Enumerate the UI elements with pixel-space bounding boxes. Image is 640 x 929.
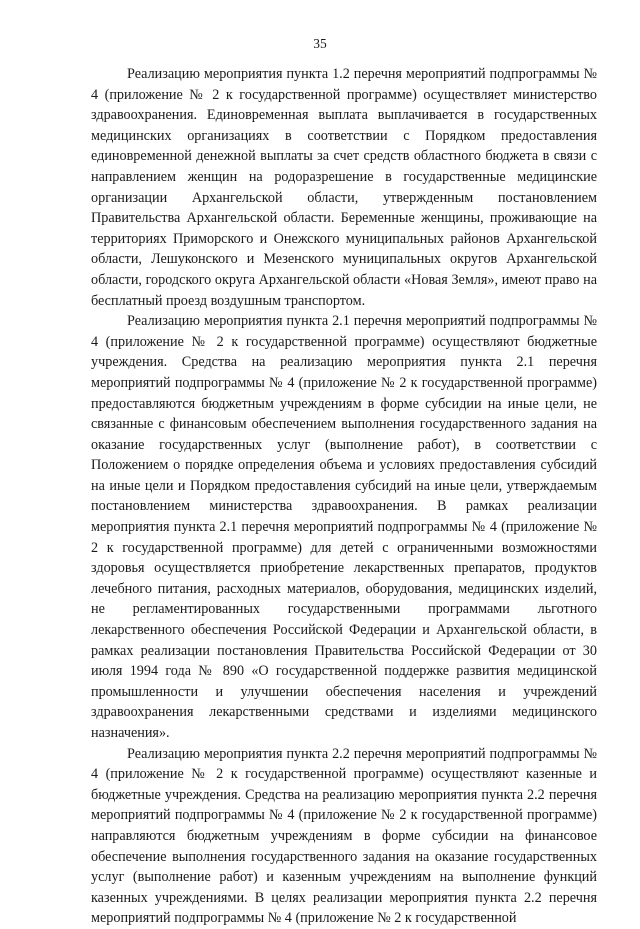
paragraph-measure-1-2: Реализацию мероприятия пункта 1.2 перечня мероприятий подпрограммы № 4 (приложение № 2 к государственной программе) осуществляет министерство здравоохранения. Единовременная выплата выплачивается в государственных медицинских организациях в соответствии с Порядком предоставления единовременной денежной выплаты за счет средств областного бюджета в связи с направлением женщин на родоразрешение в государственные медицинские организации Архангельской области, утвержденным постановлением Правительства Архангельской области. Беременные женщины, проживающие на территориях Приморского и Онежского муниципальных районов Архангельской области, Лешуконского и Мезенского муниципальных округов Архангельской области, городского округа Архангельской области «Новая Земля», имеют право на бесплатный проезд воздушным транспортом. <box>91 66 597 309</box>
paragraph-measure-2-2: Реализацию мероприятия пункта 2.2 перечня мероприятий подпрограммы № 4 (приложение № 2 к государственной программе) осуществляют казенные и бюджетные учреждения. Средства на реализацию мероприятия пункта 2.2 перечня мероприятий подпрограммы № 4 (приложение № 2 к государственной программе) направляются бюджетным учреждениям в форме субсидии на финансовое обеспечение выполнения государственного задания на оказание государственных услуг (выполнение работ) и казенным учреждениям на выполнение функций казенных учреждениями. В целях реализации мероприятия пункта 2.2 перечня мероприятий подпрограммы № 4 (приложение № 2 к государственной <box>91 745 597 927</box>
page-number: 35 <box>313 36 327 51</box>
document-body <box>91 64 597 929</box>
paragraph-measure-2-1: Реализацию мероприятия пункта 2.1 перечня мероприятий подпрограммы № 4 (приложение № 2 к государственной программе) осуществляют бюджетные учреждения. Средства на реализацию мероприятия пункта 2.1 перечня мероприятий подпрограммы № 4 (приложение № 2 к государственной программе) предоставляются бюджетным учреждениям в форме субсидии на иные цели, не связанные с финансовым обеспечением выполнения государственного задания на оказание государственных услуг (выполнение работ), в соответствии с Положением о порядке определения объема и условиях предоставления субсидий на иные цели и Порядком предоставления субсидий на иные цели, утверждаемым постановлением министерства здравоохранения. В рамках реализации мероприятия пункта 2.1 перечня мероприятий подпрограммы № 4 (приложение № 2 к государственной программе) для детей с ограниченными возможностями здоровья осуществляется приобретение лекарственных препаратов, продуктов лечебного питания, расходных материалов, оборудования, медицинских изделий, не регламентированных государственными программами льготного лекарственного обеспечения Российской Федерации и Архангельской области, в рамках реализации постановления Правительства Российской Федерации от 30 июля 1994 года № 890 «О государственной поддержке развития медицинской промышленности и улучшении обеспечения населения и учреждений здравоохранения лекарственными средствами и изделиями медицинского назначения». <box>91 313 597 741</box>
